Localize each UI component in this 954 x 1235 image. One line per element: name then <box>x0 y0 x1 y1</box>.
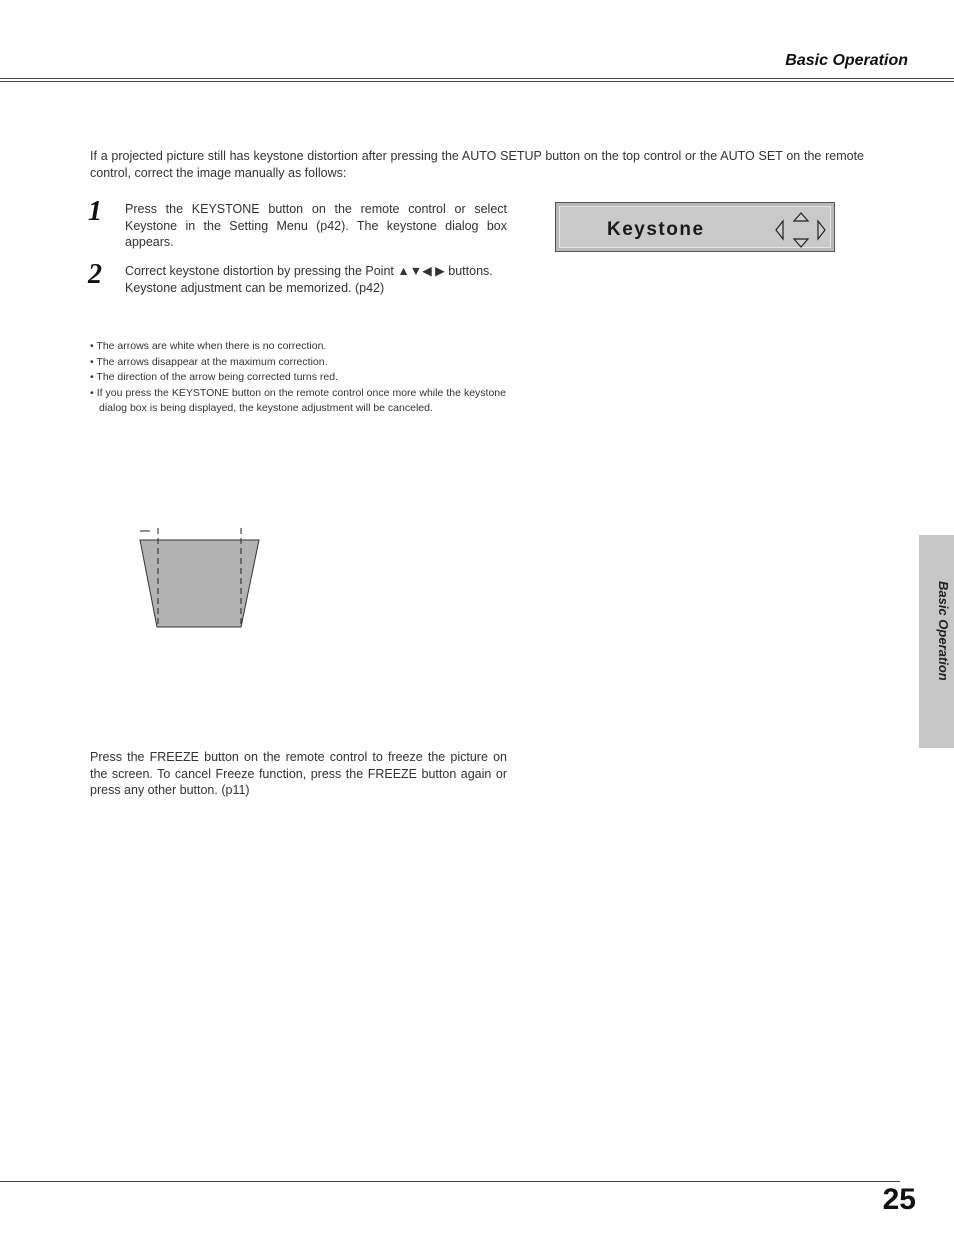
header-rule-double <box>0 81 954 82</box>
note-item: • The direction of the arrow being corrected turns red. <box>90 371 339 383</box>
arrow-left-icon <box>776 221 783 239</box>
freeze-paragraph: Press the FREEZE button on the remote control to freeze the picture on the screen. To cancel Freeze function, press the FREEZE button again or press any other button. (p11) <box>90 750 507 797</box>
step-1-text: Press the KEYSTONE button on the remote control or select Keystone in the Setting Menu (p42). The keystone dialog box appears. <box>125 202 507 249</box>
notes-list <box>90 339 506 417</box>
keystone-dialog-label: Keystone <box>607 219 705 240</box>
footer-rule <box>0 1181 900 1182</box>
step-number-1: 1 <box>88 196 102 227</box>
side-section-tab <box>919 535 954 748</box>
arrow-down-icon <box>794 239 808 247</box>
note-item: • If you press the KEYSTONE button on the remote control once more while the keystone dialog box is being displayed, the keystone adjustment will be canceled. <box>90 386 506 414</box>
keystone-trapezoid-illustration <box>135 522 265 634</box>
step-2-text <box>125 263 507 296</box>
intro-paragraph: If a projected picture still has keystone distortion after pressing the AUTO SETUP button on the top control or the AUTO SET on the remote control, correct the image manually as follows: <box>90 149 864 180</box>
keystone-dialog <box>555 202 835 252</box>
step-2-line1: Correct keystone distortion by pressing the Point ▲▼◀ ▶ buttons. <box>125 264 493 278</box>
keystone-arrows-icon <box>770 210 830 250</box>
note-item: • The arrows disappear at the maximum correction. <box>90 355 328 368</box>
arrow-right-icon <box>818 221 825 239</box>
arrow-up-icon <box>794 213 808 221</box>
step-number-2: 2 <box>88 259 102 290</box>
header-rule <box>0 78 954 79</box>
keystone-dialog-panel <box>559 206 831 248</box>
note-item: • The arrows are white when there is no correction. <box>90 340 327 352</box>
page-number: 25 <box>882 1183 916 1216</box>
side-tab-label: Basic Operation <box>936 581 951 681</box>
step-2-line2: Keystone adjustment can be memorized. (p42) <box>125 280 385 295</box>
section-title: Basic Operation <box>785 52 908 69</box>
